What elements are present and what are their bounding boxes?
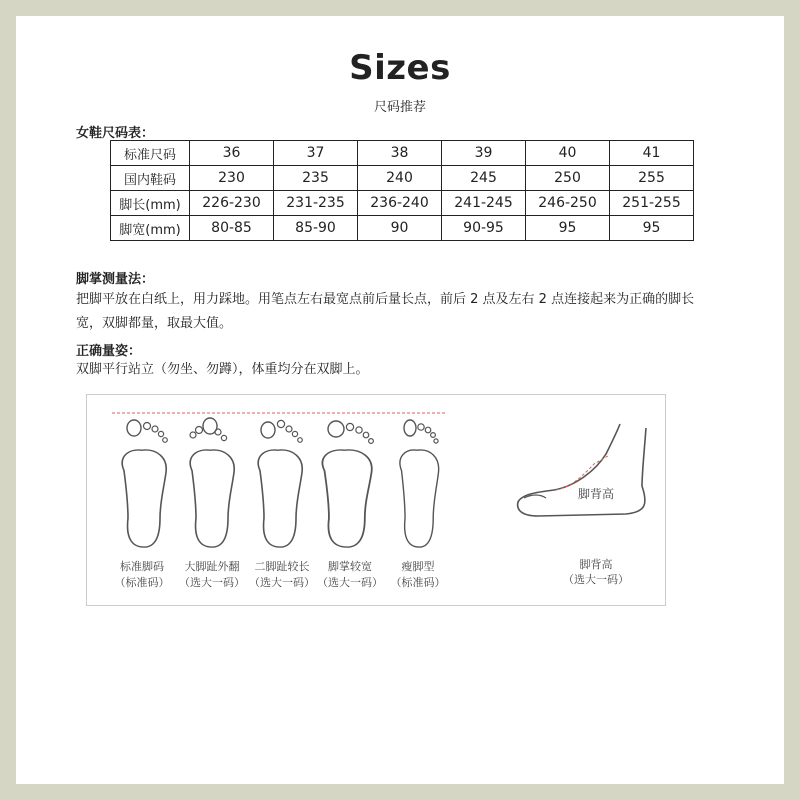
instep-advice: （选大一码） xyxy=(563,573,629,586)
table-cell: 241-245 xyxy=(442,191,526,216)
table-cell: 95 xyxy=(610,216,694,241)
foot-type-advice: （标准码） xyxy=(114,576,170,589)
foot-type-name: 标准脚码 xyxy=(120,560,164,573)
table-cell: 255 xyxy=(610,166,694,191)
foot-type-advice: （选大一码） xyxy=(179,576,245,589)
method-label: 脚掌测量法： xyxy=(76,272,155,287)
posture-text: 双脚平行站立（勿坐、勿蹲），体重均分在双脚上。 xyxy=(76,362,369,377)
method-text-line: 宽，双脚都量，取最大值。 xyxy=(76,316,233,331)
table-cell: 38 xyxy=(358,141,442,166)
foot-type-advice: （选大一码） xyxy=(249,576,315,589)
instep-inner-label: 脚背高 xyxy=(577,487,615,501)
table-cell: 95 xyxy=(526,216,610,241)
table-cell: 231-235 xyxy=(274,191,358,216)
table-cell: 235 xyxy=(274,166,358,191)
foot-diagram xyxy=(86,394,666,606)
row-header: 标准尺码 xyxy=(111,141,190,166)
table-cell: 90-95 xyxy=(442,216,526,241)
table-cell: 90 xyxy=(358,216,442,241)
foot-type-advice: （标准码） xyxy=(390,576,446,589)
table-row xyxy=(111,191,694,216)
table-cell: 80-85 xyxy=(190,216,274,241)
table-cell: 240 xyxy=(358,166,442,191)
table-cell: 85-90 xyxy=(274,216,358,241)
table-cell: 230 xyxy=(190,166,274,191)
table-row xyxy=(111,166,694,191)
page-subtitle: 尺码推荐 xyxy=(373,100,426,115)
table-cell: 39 xyxy=(442,141,526,166)
table-cell: 226-230 xyxy=(190,191,274,216)
foot-type-name: 大脚趾外翻 xyxy=(184,560,240,573)
foot-type-advice: （选大一码） xyxy=(317,576,383,589)
table-cell: 236-240 xyxy=(358,191,442,216)
table-row xyxy=(111,141,694,166)
foot-type-name: 二脚趾较长 xyxy=(254,560,310,573)
table-cell: 37 xyxy=(274,141,358,166)
row-header: 国内鞋码 xyxy=(111,166,190,191)
table-row xyxy=(111,216,694,241)
row-header: 脚宽(mm) xyxy=(111,216,190,241)
size-table xyxy=(110,140,694,241)
method-text-line: 把脚平放在白纸上，用力踩地。用笔点左右最宽点前后量长点，前后 2 点及左右 2 点连接起来为正确的脚长 xyxy=(76,292,695,307)
table-cell: 251-255 xyxy=(610,191,694,216)
page-card xyxy=(16,16,784,784)
size-table-label: 女鞋尺码表： xyxy=(76,126,155,141)
posture-label: 正确量姿： xyxy=(76,344,142,359)
table-cell: 250 xyxy=(526,166,610,191)
row-header: 脚长(mm) xyxy=(111,191,190,216)
table-cell: 36 xyxy=(190,141,274,166)
method-text xyxy=(76,288,776,336)
instep-name: 脚背高 xyxy=(579,558,613,571)
table-cell: 40 xyxy=(526,141,610,166)
foot-type-name: 瘦脚型 xyxy=(401,560,435,573)
table-cell: 245 xyxy=(442,166,526,191)
table-cell: 41 xyxy=(610,141,694,166)
page-title: Sizes xyxy=(349,48,451,88)
table-cell: 246-250 xyxy=(526,191,610,216)
foot-type-name: 脚掌较宽 xyxy=(328,560,372,573)
